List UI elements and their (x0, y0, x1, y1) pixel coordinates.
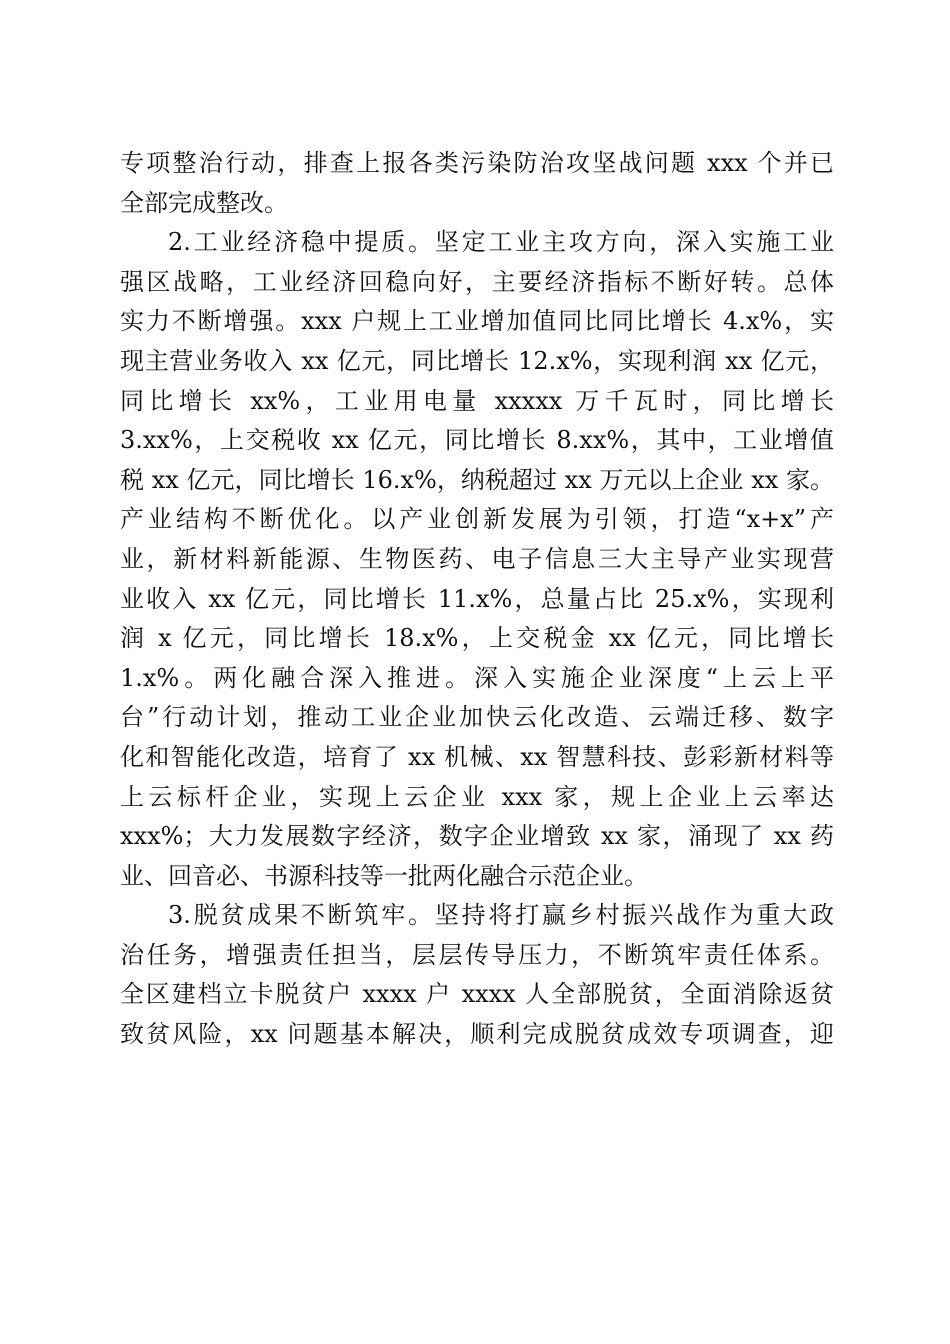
text-line: 产业结构不断优化。以产业创新发展为引领，打造“x+x”产 (120, 505, 834, 534)
text-line: 治任务，增强责任担当，层层传导压力，不断筑牢责任体系。 (120, 940, 834, 969)
text-line: 3.xx%，上交税收 xx 亿元，同比增长 8.xx%，其中，工业增值 (120, 426, 834, 455)
text-line: 台”行动计划，推动工业企业加快云化改造、云端迁移、数字 (120, 703, 834, 732)
text-line: xxx%；大力发展数字经济，数字企业增致 xx 家，涌现了 xx 药 (120, 822, 834, 851)
text-line: 化和智能化改造，培育了 xx 机械、xx 智慧科技、彭彩新材料等 (120, 742, 834, 771)
document-body (120, 144, 834, 1055)
text-line: 致贫风险，xx 问题基本解决，顺利完成脱贫成效专项调查，迎 (120, 1020, 834, 1049)
text-line: 专项整治行动，排查上报各类污染防治攻坚战问题 xxx 个并已 (120, 149, 834, 177)
text-line: 全部完成整改。 (120, 188, 288, 217)
text-line: 业收入 xx 亿元，同比增长 11.x%，总量占比 25.x%，实现利 (120, 584, 834, 613)
text-line: 现主营业务收入 xx 亿元，同比增长 12.x%，实现利润 xx 亿元， (120, 346, 834, 375)
text-line: 1.x%。两化融合深入推进。深入实施企业深度“上云上平 (120, 663, 834, 692)
text-line: 润 x 亿元，同比增长 18.x%，上交税金 xx 亿元，同比增长 (120, 624, 834, 653)
text-line: 业，新材料新能源、生物医药、电子信息三大主导产业实现营 (120, 544, 834, 573)
text-line: 3.脱贫成果不断筑牢。坚持将打赢乡村振兴战作为重大政 (168, 901, 834, 930)
text-line: 强区战略，工业经济回稳向好，主要经济指标不断好转。总体 (120, 267, 834, 296)
text-line: 税 xx 亿元，同比增长 16.x%，纳税超过 xx 万元以上企业 xx 家。 (120, 465, 834, 494)
text-line: 同比增长 xx%，工业用电量 xxxxx 万千瓦时，同比增长 (120, 386, 834, 415)
text-line: 全区建档立卡脱贫户 xxxx 户 xxxx 人全部脱贫，全面消除返贫 (120, 980, 834, 1009)
text-line: 2.工业经济稳中提质。坚定工业主攻方向，深入实施工业 (168, 228, 834, 257)
text-line: 上云标杆企业，实现上云企业 xxx 家，规上企业上云率达 (120, 782, 834, 811)
text-line: 实力不断增强。xxx 户规上工业增加值同比同比增长 4.x%，实 (120, 307, 834, 336)
text-line: 业、回音必、书源科技等一批两化融合示范企业。 (120, 861, 648, 890)
